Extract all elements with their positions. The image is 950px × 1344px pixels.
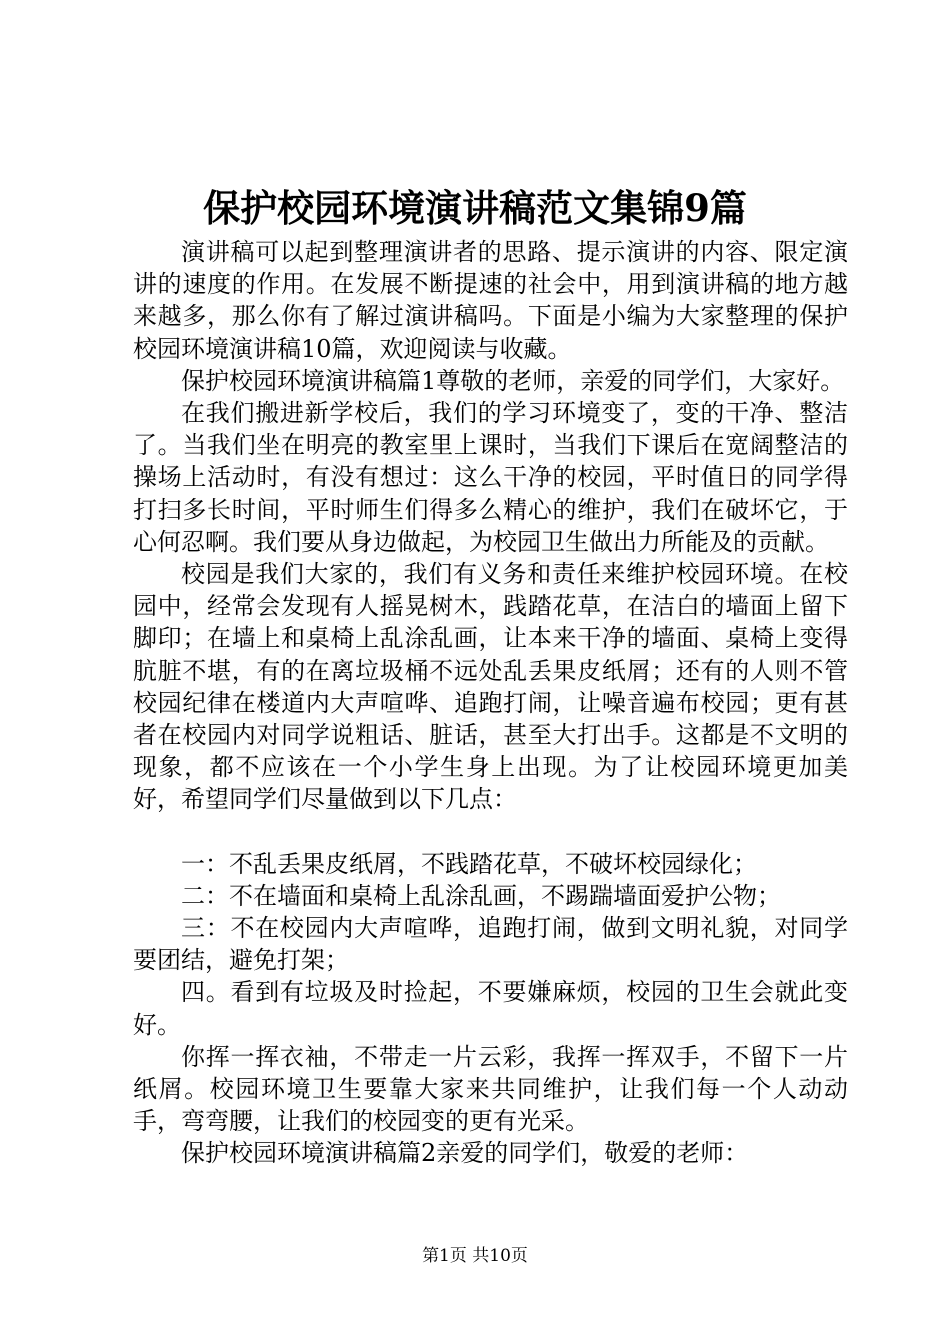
paragraph-speech-2-heading: 保护校园环境演讲稿篇2亲爱的同学们，敬爱的老师：	[181, 1139, 749, 1168]
page-footer: 第1页 共10页	[422, 1246, 528, 1266]
list-item-rule-2: 二：不在墙面和桌椅上乱涂乱画，不踢踹墙面爱护公物；	[181, 881, 781, 910]
list-item-rule-1: 一：不乱丢果皮纸屑，不践踏花草，不破坏校园绿化；	[181, 849, 757, 878]
paragraph-campus-problems: 校园是我们大家的，我们有义务和责任来维护校园环境。在校园中，经常会发现有人摇晃树木，践踏花草，在洁白的墙面上留下脚印；在墙上和桌椅上乱涂乱画，让本来干净的墙面、桌椅上变得肮脏不堪，有的在离垃圾桶不远处乱丢果皮纸屑；还有的人则不管校园纪律在楼道内大声喧哗、追跑打闹，让噪音遍布校园；更有甚者在校园内对同学说粗话、脏话，甚至大打出手。这都是不文明的现象，都不应该在一个小学生身上出现。为了让校园环境更加美好，希望同学们尽量做到以下几点：	[133, 560, 848, 814]
document-title: 保护校园环境演讲稿范文集锦9篇	[203, 186, 747, 230]
document-body	[133, 236, 848, 1170]
list-item-rule-3: 三：不在校园内大声喧哗，追跑打闹，做到文明礼貌，对同学要团结，避免打架；	[133, 914, 848, 975]
paragraph-new-school: 在我们搬进新学校后，我们的学习环境变了，变的干净、整洁了。当我们坐在明亮的教室里上课时，当我们下课后在宽阔整洁的操场上活动时，有没有想过：这么干净的校园，平时值日的同学得打扫多长时间，平时师生们得多么精心的维护，我们在破坏它，于心何忍啊。我们要从身边做起，为校园卫生做出力所能及的贡献。	[133, 399, 848, 556]
paragraph-closing: 你挥一挥衣袖，不带走一片云彩，我挥一挥双手，不留下一片纸屑。校园环境卫生要靠大家来共同维护，让我们每一个人动动手，弯弯腰，让我们的校园变的更有光采。	[133, 1042, 848, 1136]
paragraph-intro: 演讲稿可以起到整理演讲者的思路、提示演讲的内容、限定演讲的速度的作用。在发展不断提速的社会中，用到演讲稿的地方越来越多，那么你有了解过演讲稿吗。下面是小编为大家整理的保护校园环境演讲稿10篇，欢迎阅读与收藏。	[133, 238, 848, 363]
list-item-rule-4: 四。看到有垃圾及时捡起，不要嫌麻烦，校园的卫生会就此变好。	[133, 978, 848, 1039]
paragraph-speech-1-heading: 保护校园环境演讲稿篇1尊敬的老师，亲爱的同学们，大家好。	[181, 366, 845, 395]
